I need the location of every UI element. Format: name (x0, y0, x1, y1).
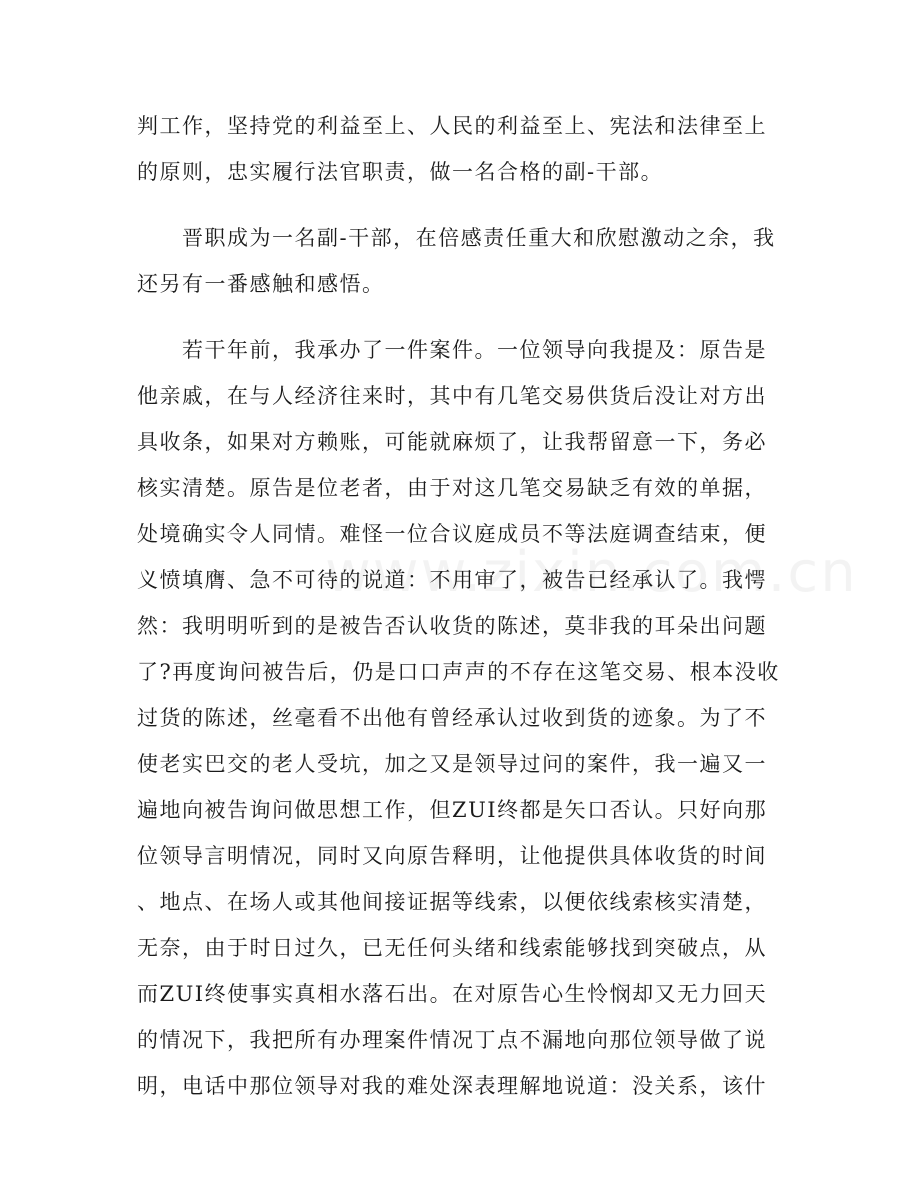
text-line: 还另有一番感触和感悟。 (137, 272, 385, 296)
text-line: 若干年前，我承办了一件案件。一位领导向我提及：原告是 (137, 338, 767, 362)
text-line: 过货的陈述，丝毫看不出他有曾经承认过收到货的迹象。为了不 (137, 706, 767, 730)
text-line: 处境确实令人同情。难怪一位合议庭成员不等法庭调查结束，便 (137, 522, 767, 546)
text-line: 明，电话中那位领导对我的难处深表理解地说道：没关系，该什 (137, 1074, 767, 1098)
paragraph (137, 215, 787, 307)
text-line: 义愤填膺、急不可待的说道：不用审了，被告已经承认了。我愕 (137, 568, 767, 592)
text-line: 的情况下，我把所有办理案件情况丁点不漏地向那位领导做了说 (137, 1028, 767, 1052)
text-line: 了?再度询问被告后，仍是口口声声的不存在这笔交易、根本没收 (137, 660, 780, 684)
text-line: 具收条，如果对方赖账，可能就麻烦了，让我帮留意一下，务必 (137, 430, 767, 454)
text-line: 核实清楚。原告是位老者，由于对这几笔交易缺乏有效的单据， (137, 476, 767, 500)
paragraph (137, 103, 787, 195)
text-line: 无奈，由于时日过久，已无任何头绪和线索能够找到突破点，从 (137, 936, 767, 960)
text-line: 而ZUI终使事实真相水落石出。在对原告心生怜悯却又无力回天 (137, 982, 768, 1006)
text-line: 晋职成为一名副-干部，在倍感责任重大和欣慰激动之余，我 (137, 226, 776, 250)
paragraph-gap (137, 307, 787, 327)
text-line: 位领导言明情况，同时又向原告释明，让他提供具体收货的时间 (137, 844, 767, 868)
paragraph-gap (137, 195, 787, 215)
text-line: 遍地向被告询问做思想工作，但ZUI终都是矢口否认。只好向那 (137, 798, 768, 822)
document-body (137, 103, 787, 1109)
text-line: 然：我明明听到的是被告否认收货的陈述，莫非我的耳朵出问题 (137, 614, 767, 638)
text-line: 的原则，忠实履行法官职责，做一名合格的副-干部。 (137, 160, 664, 184)
text-line: 、地点、在场人或其他间接证据等线索，以便依线索核实清楚， (137, 890, 767, 914)
text-line: 使老实巴交的老人受坑，加之又是领导过问的案件，我一遍又一 (137, 752, 767, 776)
text-line: 判工作，坚持党的利益至上、人民的利益至上、宪法和法律至上 (137, 114, 767, 138)
text-line: 他亲戚，在与人经济往来时，其中有几笔交易供货后没让对方出 (137, 384, 767, 408)
paragraph (137, 327, 787, 1109)
